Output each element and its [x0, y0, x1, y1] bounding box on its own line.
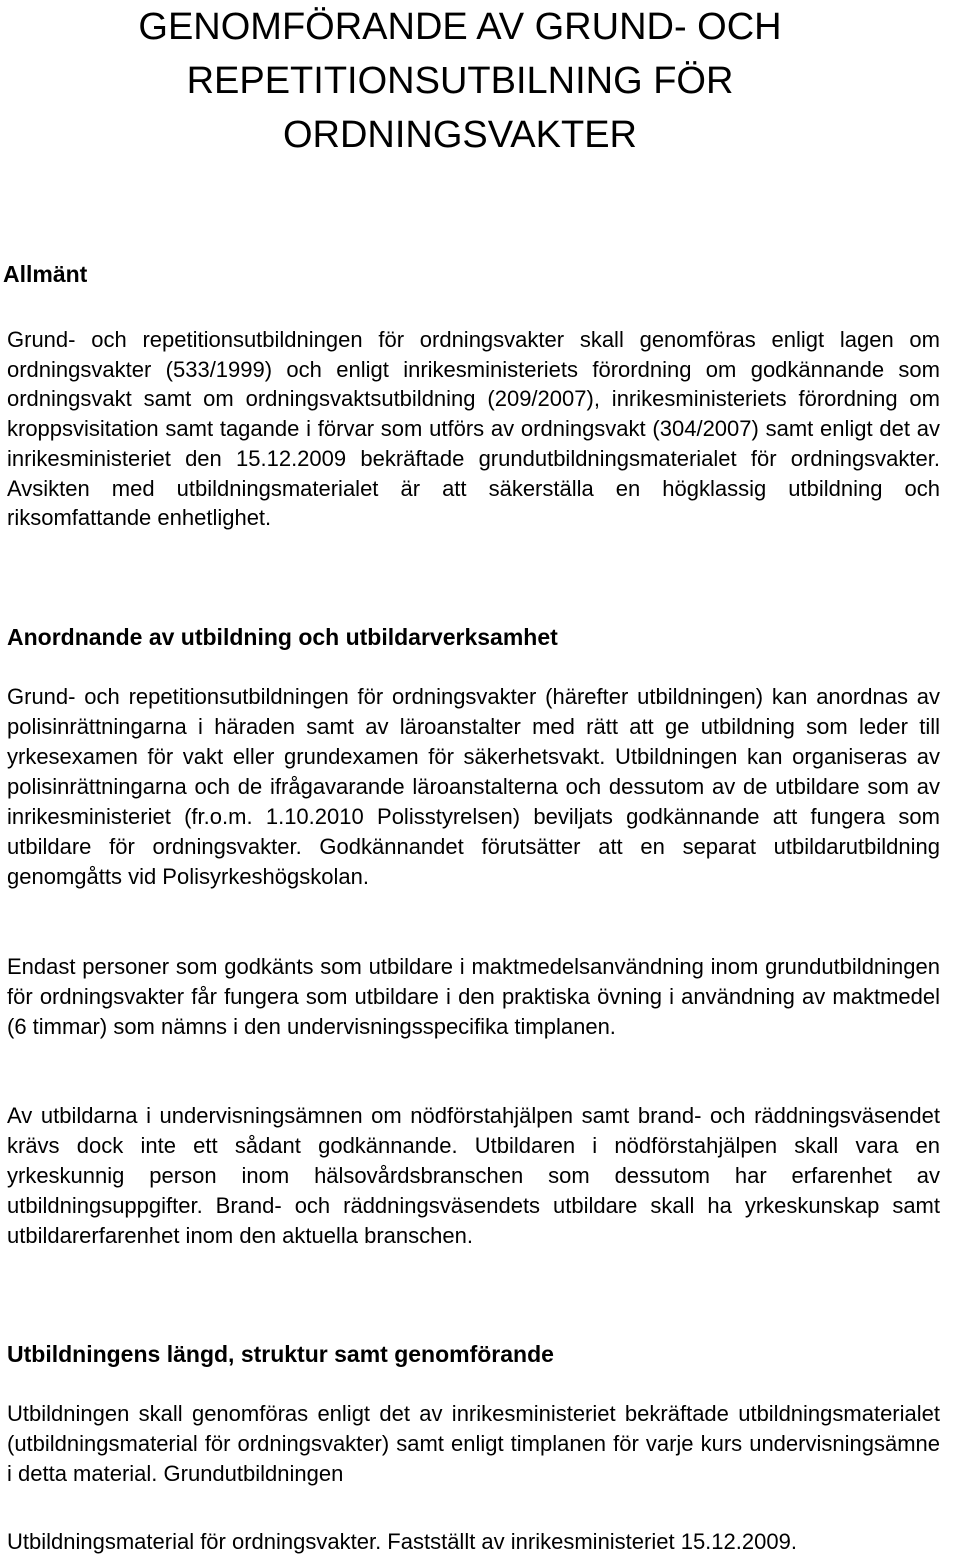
paragraph-langd-1: Utbildningen skall genomföras enligt det av inrikesministeriet bekräftade utbildningsmaterialet (utbildningsmaterial för ordningsvakter) samt enligt timplanen för varje kurs undervisningsämne i detta material. Grundutbildningen — [7, 1401, 940, 1486]
paragraph-anordnande-2: Endast personer som godkänts som utbildare i maktmedelsanvändning inom grundutbildningen för ordningsvakter får fungera som utbildare i den praktiska övning i användning av maktmedel (6 timmar) som nämns i den undervisningsspecifika timplanen. — [7, 954, 940, 1039]
title-line-2: REPETITIONSUTBILNING FÖR — [186, 60, 734, 102]
document-title — [0, 0, 920, 162]
title-line-1: GENOMFÖRANDE AV GRUND- OCH — [138, 6, 782, 48]
paragraph-anordnande-3: Av utbildarna i undervisningsämnen om nödförstahjälpen samt brand- och räddningsväsendet krävs dock inte ett sådant godkännande. Utbildaren i nödförstahjälpen skall vara en yrkeskunnig person inom hälsovårdsbranschen som dessutom har erfarenhet av utbildningsuppgifter. Brand- och räddningsväsendets utbildare skall ha yrkeskunskap samt utbildarerfarenhet inom den aktuella branschen. — [7, 1103, 940, 1248]
page-footer: Utbildningsmaterial för ordningsvakter. Fastställt av inrikesministeriet 15.12.2009. — [7, 1529, 797, 1554]
title-line-3: ORDNINGSVAKTER — [282, 114, 637, 156]
paragraph-anordnande-1: Grund- och repetitionsutbildningen för ordningsvakter (härefter utbildningen) kan anordnas av polisinrättningarna i häraden samt av läroanstalter med rätt att ge utbildning som leder till yrkesexamen för vakt eller grundexamen för säkerhetsvakt. Utbildningen kan organiseras av polisinrättningarna och de ifrågavarande läroanstalterna och dessutom av de utbildare som av inrikesministeriet (fr.o.m. 1.10.2010 Polisstyrelsen) beviljats godkännande att fungera som utbildare för ordningsvakter. Godkännandet förutsätter att en separat utbildarutbildning genomgåtts vid Polisyrkeshögskolan. — [7, 684, 940, 889]
paragraph-allmant: Grund- och repetitionsutbildningen för ordningsvakter skall genomföras enligt lagen om ordningsvakter (533/1999) och enligt inrikesministeriets förordning om godkännande som ordningsvakt samt om ordningsvaktsutbildning (209/2007), inrikesministeriets förordning om kroppsvisitation samt tagande i förvar som utförs av ordningsvakt (304/2007) samt enligt det av inrikesministeriet den 15.12.2009 bekräftade grundutbildningsmaterialet för ordningsvakter. Avsikten med utbildningsmaterialet är att säkerställa en högklassig utbildning och riksomfattande enhetlighet. — [7, 327, 940, 531]
section-heading-anordnande: Anordnande av utbildning och utbildarverksamhet — [7, 624, 558, 650]
section-heading-langd: Utbildningens längd, struktur samt genomförande — [7, 1341, 554, 1367]
section-heading-allmant: Allmänt — [3, 261, 88, 287]
